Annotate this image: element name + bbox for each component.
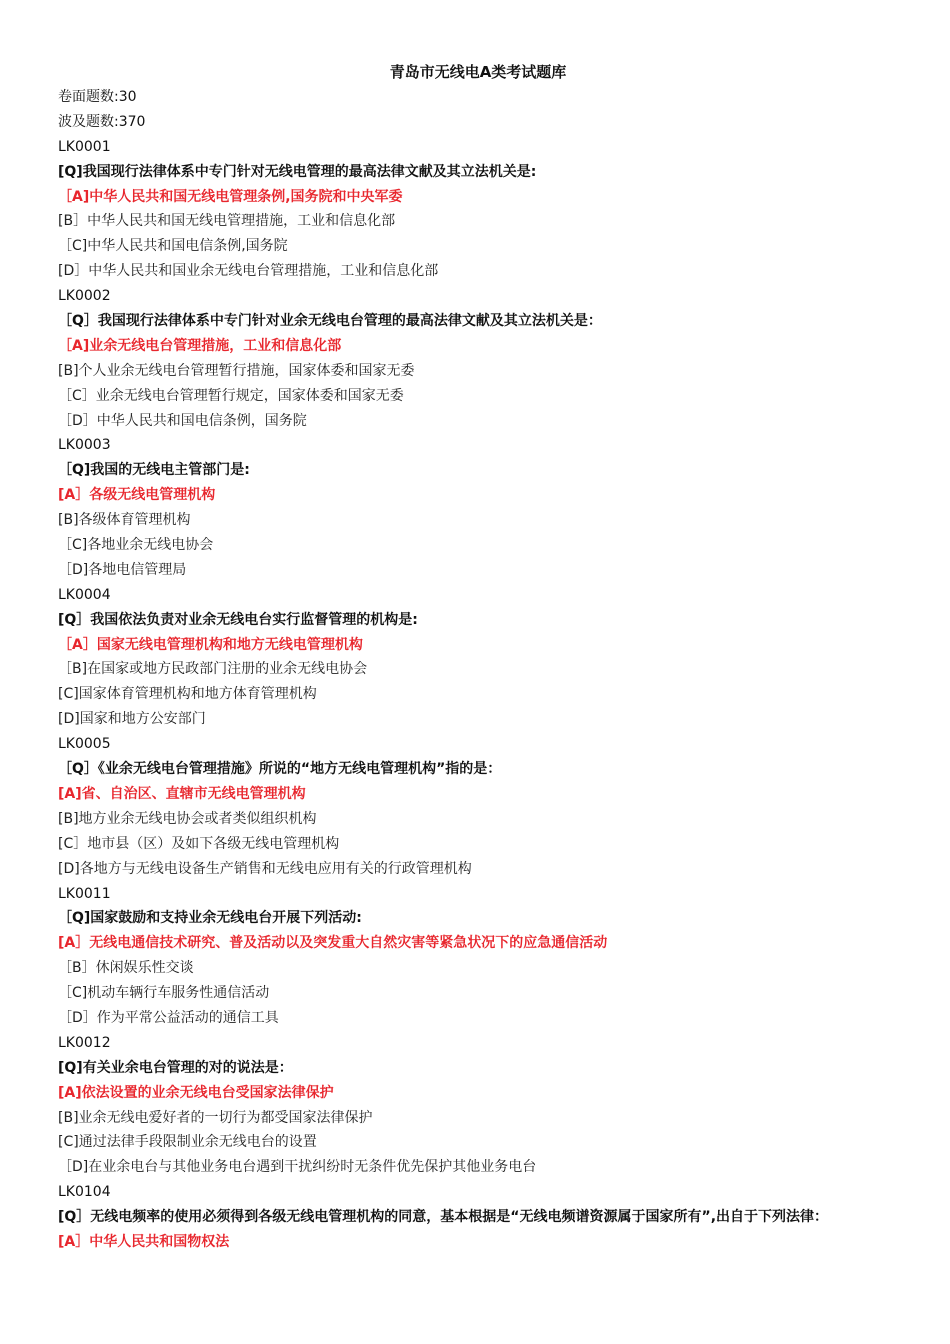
- option-d: [D]国家和地方公安部门: [58, 711, 206, 728]
- option-c: ［C]机动车辆行车服务性通信活动: [58, 985, 270, 1002]
- question-code: LK0004: [58, 586, 111, 603]
- document-page: [58, 60, 898, 1255]
- option-c: ［C］业余无线电台管理暂行规定，国家体委和国家无委: [58, 387, 404, 404]
- question-block: [58, 1180, 898, 1255]
- question-block: [58, 732, 898, 881]
- question-block: [58, 583, 898, 732]
- option-d: ［D］中华人民共和国电信条例，国务院: [58, 412, 307, 429]
- question-text: ［Q]国家鼓励和支持业余无线电台开展下列活动:: [58, 910, 362, 927]
- option-b: ［B］休闲娱乐性交谈: [58, 960, 194, 977]
- correct-answer: [A]依法设置的业余无线电台受国家法律保护: [58, 1084, 334, 1101]
- question-code: LK0003: [58, 437, 111, 454]
- correct-answer: [A］无线电通信技术研究、普及活动以及突发重大自然灾害等紧急状况下的应急通信活动: [58, 935, 608, 952]
- question-text: [Q]我国现行法律体系中专门针对无线电管理的最高法律文献及其立法机关是:: [58, 163, 537, 180]
- option-c: [C］地市县（区）及如下各级无线电管理机构: [58, 835, 340, 852]
- question-bank-total: 波及题数:370: [58, 113, 146, 130]
- correct-answer: [A]省、自治区、直辖市无线电管理机构: [58, 785, 306, 802]
- question-code: LK0005: [58, 736, 111, 753]
- option-d: ［D］作为平常公益活动的通信工具: [58, 1009, 279, 1026]
- option-c: [C]通过法律手段限制业余无线电台的设置: [58, 1134, 317, 1151]
- option-d: [D]各地方与无线电设备生产销售和无线电应用有关的行政管理机构: [58, 860, 472, 877]
- option-c: [C]国家体育管理机构和地方体育管理机构: [58, 686, 317, 703]
- question-count: 卷面题数:30: [58, 89, 137, 105]
- option-c: ［C]各地业余无线电协会: [58, 537, 214, 554]
- option-b: [B]业余无线电爱好者的一切行为都受国家法律保护: [58, 1109, 373, 1126]
- correct-answer: [A］中华人民共和国物权法: [58, 1233, 230, 1250]
- question-text: [Q］我国依法负责对业余无线电台实行监督管理的机构是:: [58, 611, 418, 628]
- document-title: 青岛市无线电A类考试题库: [389, 63, 567, 81]
- question-block: [58, 284, 898, 433]
- question-code: LK0002: [58, 288, 111, 305]
- option-b: [B]各级体育管理机构: [58, 512, 191, 529]
- option-b: ［B]在国家或地方民政部门注册的业余无线电协会: [58, 661, 368, 678]
- correct-answer: ［A]中华人民共和国无线电管理条例,国务院和中央军委: [58, 188, 403, 205]
- question-block: [58, 882, 898, 1031]
- option-d: ［D]在业余电台与其他业务电台遇到干扰纠纷时无条件优先保护其他业务电台: [58, 1159, 537, 1176]
- question-text: [Q]有关业余电台管理的对的说法是：: [58, 1059, 293, 1076]
- correct-answer: ［A]业余无线电台管理措施，工业和信息化部: [58, 337, 342, 354]
- question-code: LK0001: [58, 138, 111, 155]
- correct-answer: ［A］国家无线电管理机构和地方无线电管理机构: [58, 636, 363, 653]
- question-text: ［Q］我国现行法律体系中专门针对业余无线电台管理的最高法律文献及其立法机关是：: [58, 313, 602, 330]
- question-text: ［Q]我国的无线电主管部门是:: [58, 462, 250, 479]
- question-block: [58, 1031, 898, 1180]
- correct-answer: [A］各级无线电管理机构: [58, 487, 216, 504]
- option-b: [B］中华人民共和国无线电管理措施，工业和信息化部: [58, 213, 396, 230]
- question-text: [Q］无线电频率的使用必须得到各级无线电管理机构的同意，基本根据是“无线电频谱资源属于国家所有”,出自于下列法律：: [58, 1209, 829, 1226]
- question-block: [58, 433, 898, 582]
- option-d: [D］中华人民共和国业余无线电台管理措施，工业和信息化部: [58, 263, 439, 280]
- question-code: LK0104: [58, 1184, 111, 1201]
- question-text: ［Q］《业余无线电台管理措施》所说的“地方无线电管理机构”指的是：: [58, 761, 502, 778]
- option-b: [B]地方业余无线电协会或者类似组织机构: [58, 810, 317, 827]
- question-code: LK0011: [58, 885, 111, 902]
- question-code: LK0012: [58, 1034, 111, 1051]
- question-block: [58, 135, 898, 284]
- option-d: ［D]各地电信管理局: [58, 561, 187, 578]
- option-b: [B]个人业余无线电台管理暂行措施，国家体委和国家无委: [58, 362, 415, 379]
- option-c: ［C]中华人民共和国电信条例,国务院: [58, 238, 288, 255]
